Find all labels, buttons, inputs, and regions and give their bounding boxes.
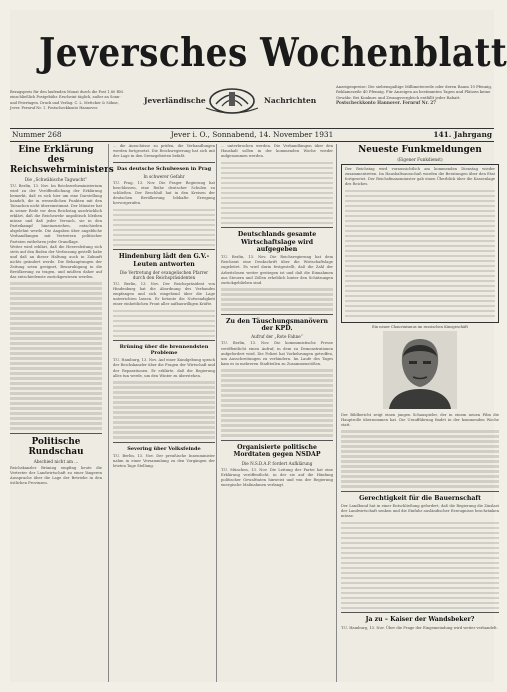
divider (10, 433, 102, 434)
ghost-line (345, 305, 495, 308)
ghost-line (221, 394, 333, 397)
divider (341, 612, 499, 613)
ghost-line (10, 382, 102, 385)
ghost-line (113, 224, 215, 227)
ghost-line (113, 310, 215, 313)
ghost-line (341, 587, 499, 590)
col3-headline-2: Zu den Täuschungsmanövern der KPD. (226, 317, 328, 333)
portrait-photo (383, 331, 457, 409)
ghost-line (10, 297, 102, 300)
ghost-line (10, 352, 102, 355)
ghost-line (221, 298, 333, 301)
ghost-line (113, 421, 215, 424)
col4-body-4: T.U. Hamburg, 13. Nov. Über die Frage der Eingemeindung wird weiter verhandelt. (341, 625, 498, 630)
col3-headline-3: Organisierte politische Mordtaten gegen NSDAP (233, 443, 321, 459)
col4-body-2: Der Bildbericht zeigt einen jungen Schauspieler, der in einem neuen Film die Hauptrolle übernommen hat. Die Uraufführung findet in der kommenden Woche statt. (341, 412, 499, 427)
ghost-line (221, 424, 333, 427)
issue-date: Jever i. O., Sonnabend, 14. November 1931 (170, 130, 334, 139)
ghost-line (10, 417, 102, 420)
ghost-line (10, 407, 102, 410)
ghost-line (10, 422, 102, 425)
ghost-line (221, 187, 333, 190)
ghost-line (221, 414, 333, 417)
ghost-line (10, 302, 102, 305)
photo-caption: Ein neuer Chauvinismus im russischen Kinogeschäft (372, 324, 468, 329)
ghost-line (10, 307, 102, 310)
col3-subhead-2: Aufruf der „Rote Fahne“ (251, 334, 303, 340)
ghost-line (221, 409, 333, 412)
col2-body-5: T.U. Berlin, 13. Nov. Der preußische Innenminister nahm in einer Versammlung zu den Vorgängen der letzten Tage Stellung. (113, 453, 215, 468)
ghost-line (221, 162, 333, 165)
col3-body-2: T.U. Berlin, 13. Nov. Die Reichsregierung hat dem Reichsrat eine Denkschrift über die Wirtschaftslage zugeleitet. Es wird darin festgestellt, daß die Zahl der Arbeitslosen weiter gestiegen ist und daß die Einnahmen aus Steuern und Zöllen erheblich hinter den Schätzungen zurückgeblieben sind. (221, 255, 333, 285)
ghost-line (10, 377, 102, 380)
ghost-line (221, 192, 333, 195)
ghost-line (345, 190, 495, 193)
ghost-line (341, 460, 499, 463)
ghost-line (341, 577, 499, 580)
ghost-line (341, 547, 499, 550)
ghost-line (113, 406, 215, 409)
ghost-line (345, 245, 495, 248)
divider (113, 340, 215, 341)
imprint-left: Bezugspreis für den laufenden Monat durch die Post 1,80 RM. einschließlich Postgebühr. Erscheint täglich, außer an Sonn- und Feiertagen. Druck und Verlag: C. L. Mettcker & Söhne, Jever. Fernruf Nr. 1. Postscheckkonto Hannover. (10, 90, 124, 110)
ghost-line (221, 399, 333, 402)
ghost-line (341, 567, 499, 570)
col4-body-1: Der Reichstag wird voraussichtlich am kommenden Dienstag wieder zusammentreten. Im Haushaltsausschuß wurden die Beratungen über den Etat fortgesetzt. Der Reichsfinanzminister gab einen Überblick über die Kassenlage des Reiches. (345, 167, 495, 187)
ghost-line (10, 367, 102, 370)
ghost-line (341, 607, 499, 610)
column-1 (10, 144, 114, 682)
ghost-line (345, 250, 495, 253)
ghost-line (341, 537, 499, 540)
ghost-line (345, 235, 495, 238)
ghost-line (341, 480, 499, 483)
ghost-line (221, 419, 333, 422)
imprint-right-contact: Postscheckkonto Hannover. Fernruf Nr. 27 (336, 99, 437, 105)
ghost-line (113, 436, 215, 439)
divider (221, 314, 333, 315)
column-2 (108, 144, 215, 682)
ghost-line (345, 195, 495, 198)
col2-headline-2: Hindenburg lädt den G.V.-Leuten antworten (118, 253, 210, 268)
ghost-line (10, 332, 102, 335)
ghost-line (10, 362, 102, 365)
ghost-line (341, 572, 499, 575)
col1-headline: Eine Erklärung des Reichswehrministers (10, 145, 114, 175)
column-4 (336, 144, 499, 682)
divider (341, 491, 499, 492)
ghost-line (341, 455, 499, 458)
ghost-line (341, 557, 499, 560)
ghost-line (345, 215, 495, 218)
ghost-line (10, 397, 102, 400)
ghost-line (341, 597, 499, 600)
col4-headline-3: Ja zu – Kaiser der Wandsbeker? (365, 616, 475, 624)
col3-subhead-3: Die N.S.D.A.P. fordert Aufklärung (241, 460, 313, 466)
ghost-line (10, 387, 102, 390)
ghost-line (221, 222, 333, 225)
ghost-line (113, 381, 215, 384)
dateline (10, 128, 494, 142)
ghost-line (10, 327, 102, 330)
ghost-line (221, 303, 333, 306)
ghost-line (10, 372, 102, 375)
ghost-line (10, 402, 102, 405)
ghost-line (10, 282, 102, 285)
divider (113, 249, 215, 250)
ghost-line (345, 275, 495, 278)
regional-label: Jeverländische (144, 96, 206, 105)
ghost-line (341, 450, 499, 453)
ghost-line (345, 285, 495, 288)
ghost-line (113, 315, 215, 318)
ghost-line (221, 384, 333, 387)
divider (113, 162, 215, 163)
col2-headline-1: Das deutsche Schulwesen in Prag (116, 166, 212, 173)
ghost-line (10, 412, 102, 415)
ghost-line (341, 445, 499, 448)
ghost-line (10, 312, 102, 315)
col2-headline-3: Brüning über die brennendsten Probleme (119, 344, 209, 357)
ghost-line (341, 552, 499, 555)
ghost-line (113, 234, 215, 237)
col3-body-3: T.U. Berlin, 13. Nov. Die kommunistische Presse veröffentlicht einen Aufruf, in dem zu Demonstrationen aufgefordert wird. Die Polizei hat Vorkehrungen getroffen, um Ausschreitungen zu verhindern. Im Laufe des Tages kam es in mehreren Stadtteilen zu Zusammenstößen. (221, 341, 333, 366)
ghost-line (341, 602, 499, 605)
ghost-line (345, 200, 495, 203)
ghost-line (221, 217, 333, 220)
col3-body-4: T.U. München, 13. Nov. Die Leitung der Partei hat eine Erklärung veröffentlicht, in der sie auf die Häufung politischer Gewalttaten hinweist und von der Regierung energische Maßnahmen verlangt. (221, 467, 333, 487)
ghost-line (10, 357, 102, 360)
ghost-line (113, 239, 215, 242)
col1-headline-2: Politische Rundschau (28, 436, 84, 457)
funkmeldungen-box (341, 164, 499, 323)
ghost-line (341, 532, 499, 535)
col2-headline-4: Severing über Volksfeinde (127, 445, 201, 452)
ghost-line (341, 440, 499, 443)
col4-headline-2: Gerechtigkeit für die Bauernschaft (359, 494, 481, 502)
ghost-line (221, 293, 333, 296)
ghost-line (221, 379, 333, 382)
ghost-line (113, 330, 215, 333)
ghost-line (345, 295, 495, 298)
ghost-line (345, 230, 495, 233)
ghost-line (345, 260, 495, 263)
ghost-line (345, 205, 495, 208)
ghost-line (113, 320, 215, 323)
ghost-line (341, 542, 499, 545)
ghost-line (221, 177, 333, 180)
ghost-line (221, 434, 333, 437)
ghost-line (221, 212, 333, 215)
col2-subhead-1: In schwerer Gefahr (143, 174, 185, 180)
ghost-line (221, 182, 333, 185)
col4-subhead-1: (Eigener Funkdienst) (397, 157, 443, 162)
ghost-line (113, 396, 215, 399)
ghost-line (345, 315, 495, 318)
ghost-line (113, 335, 215, 338)
col2-body-4: T.U. Hamburg, 13. Nov. Auf einer Kundgebung sprach der Reichskanzler über die Fragen der Wirtschaft und der Reparationen. Er erklärte, daß die Regierung alles tun werde, um den Winter zu überstehen. (113, 358, 215, 378)
col3-headline-1: Deutschlands gesamte Wirtschaftslage wird aufgegeben (237, 231, 317, 253)
ghost-line (341, 430, 499, 433)
col2-body-2: T.U. Prag, 13. Nov. Die Prager Regierung hat beschlossen, eine Reihe deutscher Schulen zu schließen. Der Beschluß hat in den Kreisen der deutschen Bevölkerung lebhafte Erregung hervorgerufen. (113, 181, 215, 206)
col4-headline-1: Neueste Funkmeldungen (358, 145, 482, 155)
ghost-line (341, 475, 499, 478)
ghost-line (345, 225, 495, 228)
col3-body-1: ... unterbrochen werden. Die Verhandlungen über den Haushalt sollen in der kommenden Woche wieder aufgenommen werden. (221, 144, 333, 159)
column-3 (216, 144, 333, 682)
divider (113, 442, 215, 443)
ghost-line (10, 392, 102, 395)
ghost-line (221, 288, 333, 291)
ghost-line (341, 592, 499, 595)
ghost-line (345, 220, 495, 223)
ghost-line (345, 280, 495, 283)
ghost-line (341, 562, 499, 565)
col2-body-1: ... die Ausschüsse zu prüfen, die Verhandlungen werden fortgesetzt. Die Reichsregierung hat sich mit der Lage in den Grenzgebieten befaßt. (113, 144, 215, 159)
ghost-line (221, 202, 333, 205)
masthead-title: Jeversches Wochenblatt (39, 30, 507, 76)
col1-subhead: Die „Schwäbische Tagwacht“ (24, 177, 88, 182)
ghost-line (221, 197, 333, 200)
ghost-line (345, 300, 495, 303)
ghost-line (221, 429, 333, 432)
ghost-line (341, 470, 499, 473)
ghost-line (113, 325, 215, 328)
ghost-line (341, 465, 499, 468)
col1-body-3: Reichskanzler Brüning empfing heute die Vertreter der Landwirtschaft zu einer längeren Aussprache über die Lage der Betriebe in den östlichen Provinzen. (10, 465, 102, 486)
col1-subhead-2: Abschied nicht am ... (33, 458, 79, 464)
divider (221, 227, 333, 228)
ghost-line (10, 427, 102, 430)
ghost-line (113, 386, 215, 389)
ghost-line (113, 401, 215, 404)
ghost-line (341, 582, 499, 585)
ghost-line (345, 270, 495, 273)
ghost-line (221, 404, 333, 407)
ghost-line (345, 310, 495, 313)
ghost-line (221, 308, 333, 311)
nachrichten-label: Nachrichten (264, 96, 317, 105)
ghost-line (10, 337, 102, 340)
ghost-line (341, 485, 499, 488)
ghost-line (113, 426, 215, 429)
ghost-line (221, 167, 333, 170)
ghost-line (113, 411, 215, 414)
ghost-line (221, 374, 333, 377)
newspaper-page (10, 10, 507, 682)
ghost-line (221, 389, 333, 392)
issue-year: 141. Jahrgang (433, 130, 492, 139)
issue-number: Nummer 268 (12, 130, 62, 139)
ghost-line (345, 265, 495, 268)
ghost-line (10, 287, 102, 290)
col2-body-3: T.U. Berlin, 13. Nov. Der Reichspräsident von Hindenburg hat die Abordnung des Verbandes empfangen und sich eingehend über die Lage unterrichten lassen. Er betonte die Notwendigkeit einer einheitlichen Front aller aufbauwilligen Kräfte. (113, 282, 215, 307)
imprint-right-text: Anzeigenpreise: Die siebenspaltige Millimeterzeile oder deren Raum 10 Pfennig, Reklamezeile 40 Pfennig. Für Anzeigen an bestimmten Tagen und Plätzen keine Gewähr. Bei Konkurs und Zwangsvergleich entfällt jeder Rabatt. (336, 84, 493, 100)
ghost-line (221, 172, 333, 175)
ghost-line (113, 219, 215, 222)
ghost-line (113, 391, 215, 394)
ghost-line (10, 317, 102, 320)
ghost-line (10, 342, 102, 345)
divider (221, 440, 333, 441)
ghost-line (113, 244, 215, 247)
ghost-line (341, 435, 499, 438)
ghost-line (113, 416, 215, 419)
col1-body-2: Weiter wird erklärt, daß die Heeresleitung sich stets auf den Boden der Verfassung gestellt habe und daß an dieser Haltung auch in Zukunft nichts geändert werde. Die Behauptungen der Zeitung seien geeignet, Beunruhigung in die Bevölkerung zu tragen, und müßten daher auf das entschiedenste zurückgewiesen werden. (10, 244, 102, 279)
ghost-line (345, 240, 495, 243)
ghost-line (345, 210, 495, 213)
ghost-line (113, 209, 215, 212)
ghost-line (10, 347, 102, 350)
ghost-line (113, 214, 215, 217)
crest-icon (202, 84, 262, 116)
ghost-line (10, 322, 102, 325)
ghost-line (345, 255, 495, 258)
ghost-line (341, 527, 499, 530)
ghost-line (221, 369, 333, 372)
ghost-line (341, 522, 499, 525)
ghost-line (10, 292, 102, 295)
col4-body-3: Der Landbund hat in einer Entschließung gefordert, daß die Regierung die Zinslast der Landwirtschaft senken und die Einfuhr ausländischer Erzeugnisse beschränken müsse. (341, 504, 499, 519)
ghost-line (345, 290, 495, 293)
col1-body-1: T.U. Berlin, 13. Nov. Im Reichswehrministerium wird zu der Veröffentlichung der Erklärung bemerkt, daß es sich hier um eine Darstellung handelt, die in wesentlichen Punkten mit den Tatsachen nicht übereinstimmt. Der Minister hat in seiner Rede vor dem Reichstag ausdrücklich erklärt, daß die Reichswehr unpolitisch bleiben müsse und daß jeder Versuch, sie in den Parteikampf hineinzuziehen, entschieden abgelehnt werde. Die Angaben über angebliche Verhandlungen mit Vertretern politischer Parteien entbehren jeder Grundlage. (10, 184, 102, 244)
ghost-line (113, 229, 215, 232)
ghost-line (221, 207, 333, 210)
ghost-line (113, 431, 215, 434)
col2-subhead-2: Die Vertretung der evangelischen Pfarrer durch den Reichspräsidenten (119, 270, 209, 281)
